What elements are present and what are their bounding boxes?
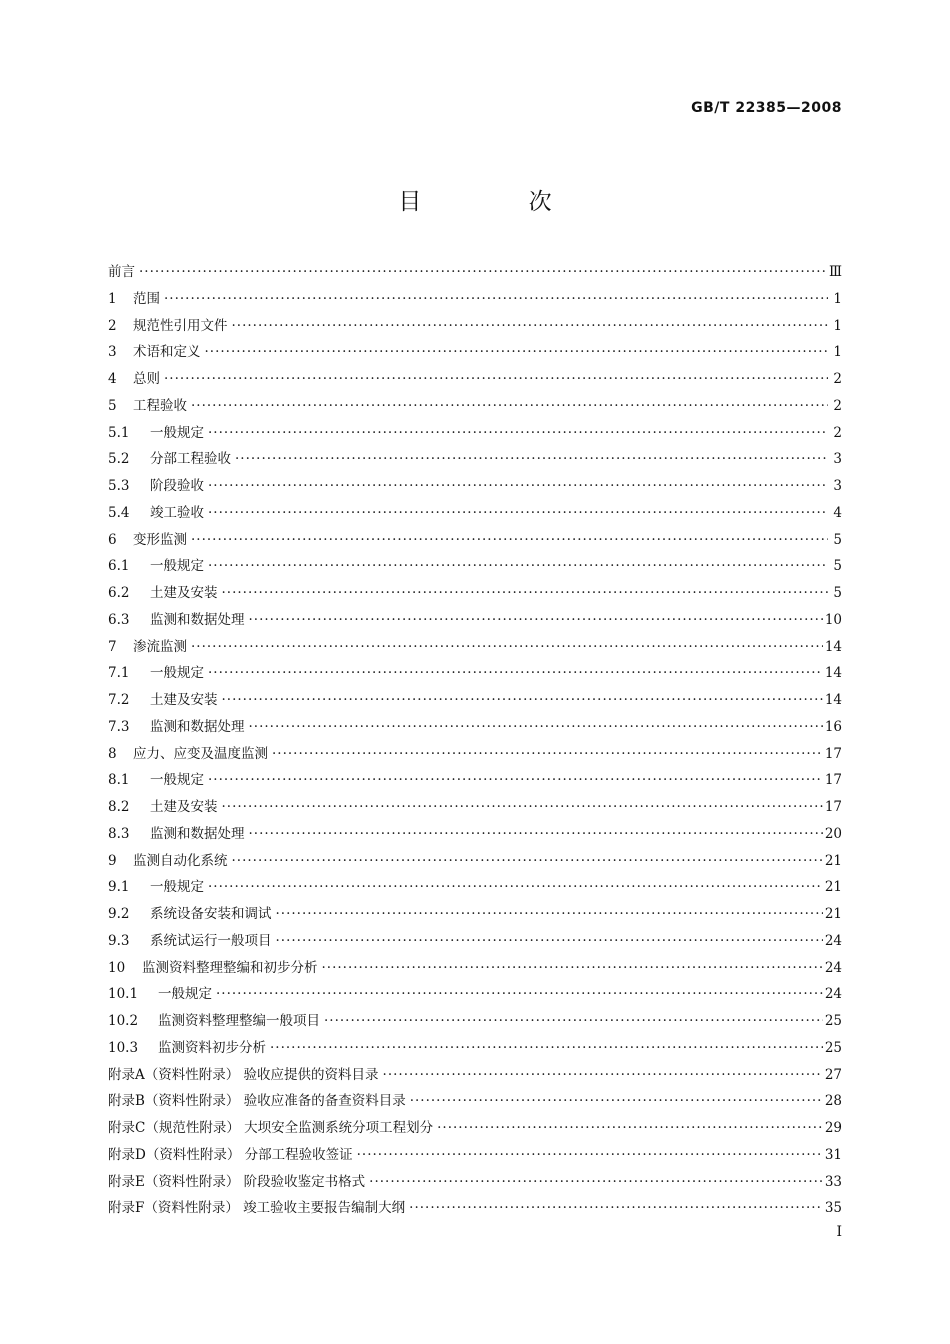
toc-leader-dots [276, 906, 823, 922]
toc-leader-dots [369, 1174, 823, 1190]
toc-entry[interactable] [108, 1170, 842, 1197]
toc-entry-label: 工程验收 [133, 397, 187, 414]
toc-entry[interactable] [108, 287, 842, 314]
toc-entry[interactable] [108, 635, 842, 662]
toc-leader-dots [249, 719, 823, 735]
toc-entry-number: 7.3 [108, 718, 130, 735]
toc-leader-dots [222, 799, 823, 815]
toc-entry-label: 分部工程验收 [150, 451, 231, 468]
toc-leader-dots [222, 585, 829, 601]
toc-leader-dots [164, 291, 828, 307]
toc-entry-number: 6.1 [108, 558, 130, 575]
toc-entry-number: 10.1 [108, 986, 139, 1003]
toc-entry-label: 渗流监测 [133, 638, 187, 655]
toc-entry-page: 5 [833, 585, 842, 601]
toc-entry-page: 1 [833, 317, 842, 334]
toc-entry-page: 14 [824, 665, 842, 682]
toc-leader-dots [249, 826, 823, 842]
toc-entry[interactable] [108, 982, 842, 1009]
toc-leader-dots [205, 344, 829, 360]
toc-entry[interactable] [108, 501, 842, 528]
toc-entry-page: 5 [833, 531, 842, 548]
toc-entry-page: 3 [833, 478, 842, 494]
toc-entry-number: 8.3 [108, 825, 130, 842]
toc-leader-dots [437, 1120, 823, 1136]
toc-entry[interactable] [108, 768, 842, 795]
toc-leader-dots [222, 692, 823, 708]
toc-entry-label: 总则 [133, 371, 160, 387]
toc-entry-label: 土建及安装 [150, 585, 218, 601]
toc-entry-number: 9 [108, 852, 117, 869]
toc-leader-dots [208, 558, 828, 574]
toc-entry-label: 术语和定义 [133, 344, 201, 361]
toc-entry-label: 监测和数据处理 [150, 611, 245, 628]
toc-entry-label: 范围 [133, 290, 160, 307]
toc-entry[interactable] [108, 421, 842, 448]
toc-leader-dots [216, 986, 823, 1002]
toc-leader-dots [270, 1040, 823, 1056]
toc-entry-label: 一般规定 [150, 558, 204, 575]
toc-entry-number: 6.3 [108, 611, 130, 628]
toc-entry-number: 3 [108, 344, 117, 361]
toc-entry-page: 25 [824, 1013, 842, 1029]
toc-entry-page: 14 [824, 638, 842, 655]
toc-entry-number: 7 [108, 638, 117, 655]
toc-entry-label: 竣工验收 [150, 504, 204, 521]
page-number: I [836, 1224, 842, 1240]
toc-entry-page: 24 [824, 959, 842, 976]
toc-entry-page: 33 [824, 1173, 842, 1190]
toc-entry-number: 4 [108, 371, 117, 387]
toc-leader-dots [208, 478, 828, 494]
toc-entry-number: 9.2 [108, 906, 130, 922]
toc-entry-label: 监测资料整理整编和初步分析 [142, 959, 318, 976]
toc-leader-dots [208, 425, 828, 441]
toc-entry-label: 附录F（资料性附录） 竣工验收主要报告编制大纲 [108, 1200, 406, 1217]
toc-entry[interactable] [108, 260, 842, 287]
toc-entry[interactable] [108, 1089, 842, 1116]
toc-entry-number: 2 [108, 317, 117, 334]
toc-entry-label: 系统试运行一般项目 [150, 932, 272, 949]
toc-entry[interactable] [108, 1196, 842, 1223]
toc-entry-label: 监测自动化系统 [133, 852, 228, 869]
toc-entry-number: 5.3 [108, 478, 130, 494]
toc-entry-number: 10.3 [108, 1039, 139, 1056]
toc-entry[interactable] [108, 608, 842, 635]
toc-entry-number: 7.2 [108, 692, 130, 708]
toc-entry[interactable] [108, 1143, 842, 1170]
toc-entry-label: 附录C（规范性附录） 大坝安全监测系统分项工程划分 [108, 1120, 434, 1136]
toc-entry-page: 17 [824, 745, 842, 762]
toc-entry-label: 土建及安装 [150, 799, 218, 815]
toc-entry-label: 附录E（资料性附录） 阶段验收鉴定书格式 [108, 1173, 366, 1190]
toc-entry-number: 8 [108, 745, 117, 762]
toc-leader-dots [409, 1200, 823, 1216]
toc-leader-dots [208, 879, 823, 895]
toc-entry-page: 17 [824, 799, 842, 815]
toc-entry[interactable] [108, 581, 842, 608]
toc-entry-label: 前言 [108, 264, 135, 280]
toc-leader-dots [208, 665, 823, 681]
toc-entry-number: 7.1 [108, 665, 130, 682]
toc-entry-page: 16 [824, 718, 842, 735]
toc-entry-page: 29 [824, 1120, 842, 1136]
toc-entry-page: 10 [824, 611, 842, 628]
toc-leader-dots [276, 933, 823, 949]
toc-entry[interactable] [108, 394, 842, 421]
toc-entry-number: 10.2 [108, 1013, 139, 1029]
toc-entry-page: 1 [833, 344, 842, 361]
toc-entry-page: 14 [824, 692, 842, 708]
toc-entry-page: 3 [833, 451, 842, 468]
toc-entry-page: 25 [824, 1039, 842, 1056]
toc-leader-dots [322, 960, 823, 976]
toc-leader-dots [249, 612, 823, 628]
toc-entry-page: 1 [833, 290, 842, 307]
toc-entry-label: 变形监测 [133, 531, 187, 548]
toc-entry-number: 9.3 [108, 932, 130, 949]
toc-entry-page: 21 [824, 906, 842, 922]
toc-entry-page: Ⅲ [828, 264, 842, 280]
toc-entry[interactable] [108, 340, 842, 367]
toc-entry[interactable] [108, 528, 842, 555]
toc-leader-dots [357, 1147, 823, 1163]
toc-leader-dots [208, 772, 823, 788]
toc-entry[interactable] [108, 1036, 842, 1063]
toc-entry-label: 附录D（资料性附录） 分部工程验收签证 [108, 1146, 353, 1163]
toc-entry-label: 监测资料整理整编一般项目 [158, 1013, 320, 1029]
toc-entry[interactable] [108, 1009, 842, 1036]
toc-leader-dots [232, 853, 823, 869]
toc-entry[interactable] [108, 314, 842, 341]
toc-entry-label: 系统设备安装和调试 [150, 906, 272, 922]
toc-entry-page: 27 [824, 1066, 842, 1083]
toc-entry[interactable] [108, 1063, 842, 1090]
toc-entry-page: 5 [833, 558, 842, 575]
toc-entry[interactable] [108, 956, 842, 983]
toc-entry-page: 24 [824, 932, 842, 949]
toc-leader-dots [191, 398, 828, 414]
toc-entry[interactable] [108, 849, 842, 876]
toc-entry-label: 附录A（资料性附录） 验收应提供的资料目录 [108, 1066, 379, 1083]
toc-entry[interactable] [108, 474, 842, 501]
toc-entry-page: 4 [833, 504, 842, 521]
toc-entry-page: 35 [824, 1200, 842, 1217]
toc-entry-page: 17 [824, 772, 842, 789]
toc-entry[interactable] [108, 795, 842, 822]
toc-entry[interactable] [108, 902, 842, 929]
toc-leader-dots [208, 505, 828, 521]
toc-entry-number: 1 [108, 290, 117, 307]
toc-leader-dots [139, 264, 827, 280]
toc-entry[interactable] [108, 688, 842, 715]
toc-entry-number: 6 [108, 531, 117, 548]
toc-entry-label: 附录B（资料性附录） 验收应准备的备查资料目录 [108, 1093, 406, 1110]
toc-entry-number: 8.2 [108, 799, 130, 815]
toc-entry-page: 28 [824, 1093, 842, 1110]
toc-entry[interactable] [108, 447, 842, 474]
toc-entry[interactable] [108, 929, 842, 956]
toc-entry[interactable] [108, 661, 842, 688]
toc-entry-page: 20 [824, 825, 842, 842]
toc-entry-label: 阶段验收 [150, 478, 204, 494]
toc-leader-dots [235, 451, 828, 467]
toc-entry-number: 6.2 [108, 585, 130, 601]
toc-entry-label: 规范性引用文件 [133, 317, 228, 334]
toc-leader-dots [324, 1013, 823, 1029]
toc-entry[interactable] [108, 875, 842, 902]
toc-leader-dots [191, 532, 828, 548]
toc-entry-page: 31 [824, 1146, 842, 1163]
toc-entry[interactable] [108, 554, 842, 581]
toc-entry-number: 5 [108, 397, 117, 414]
toc-leader-dots [383, 1067, 823, 1083]
toc-entry-label: 监测和数据处理 [150, 718, 245, 735]
toc-entry-number: 10 [108, 959, 126, 976]
page-title: 目 次 [398, 189, 602, 215]
table-of-contents [108, 260, 842, 1223]
toc-entry-page: 21 [824, 879, 842, 896]
toc-entry-label: 应力、应变及温度监测 [133, 745, 268, 762]
toc-entry-label: 土建及安装 [150, 692, 218, 708]
toc-entry-number: 5.4 [108, 504, 130, 521]
toc-entry[interactable] [108, 1116, 842, 1143]
toc-entry-label: 一般规定 [150, 879, 204, 896]
toc-leader-dots [232, 318, 829, 334]
toc-entry-label: 一般规定 [150, 665, 204, 682]
toc-entry-page: 21 [824, 852, 842, 869]
toc-entry[interactable] [108, 367, 842, 394]
toc-leader-dots [164, 371, 828, 387]
toc-entry-number: 5.2 [108, 451, 130, 468]
toc-entry[interactable] [108, 742, 842, 769]
toc-entry-label: 一般规定 [158, 986, 212, 1003]
toc-entry-number: 8.1 [108, 772, 130, 789]
toc-entry-number: 5.1 [108, 424, 130, 441]
toc-entry-label: 一般规定 [150, 772, 204, 789]
toc-entry-page: 2 [833, 424, 842, 441]
toc-entry-label: 监测和数据处理 [150, 825, 245, 842]
toc-leader-dots [191, 639, 823, 655]
toc-entry[interactable] [108, 822, 842, 849]
standard-code: GB/T 22385—2008 [691, 100, 842, 116]
toc-entry-number: 9.1 [108, 879, 130, 896]
toc-entry-label: 一般规定 [150, 424, 204, 441]
toc-entry-page: 24 [824, 986, 842, 1003]
toc-entry-page: 2 [833, 371, 842, 387]
toc-entry-page: 2 [833, 397, 842, 414]
toc-entry-label: 监测资料初步分析 [158, 1039, 266, 1056]
toc-entry[interactable] [108, 715, 842, 742]
toc-leader-dots [272, 746, 823, 762]
toc-leader-dots [410, 1093, 823, 1109]
